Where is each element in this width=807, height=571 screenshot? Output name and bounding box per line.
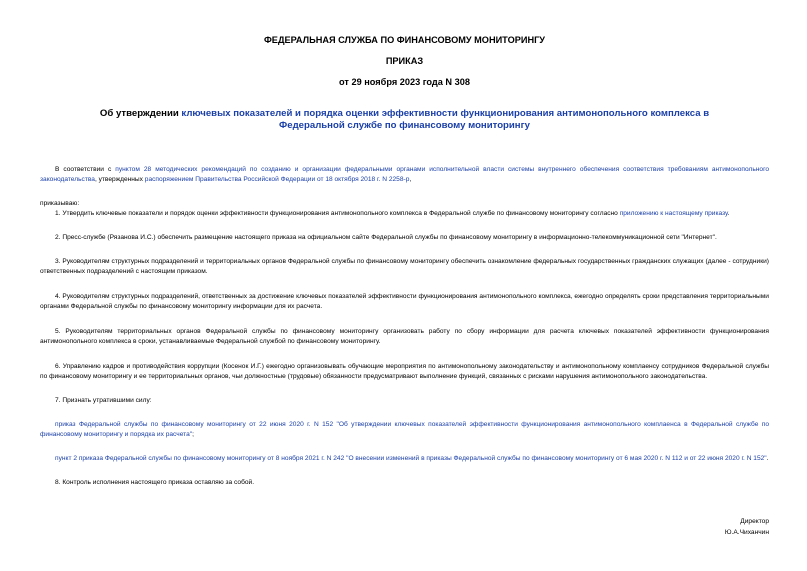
- title-prefix: Об утверждении: [99, 108, 182, 119]
- preamble: [40, 165, 769, 185]
- item-6: 6. Управлению кадров и противодействия коррупции (Косенок И.Г.) ежегодно организовывать обучающие мероприятия по антимонопольному законодательству и антимонопольному комплаенсу сотрудников Федеральной службы по финансовому мониторингу и ее территориальных органов, чьи должностные (трудовые) обязанности предусматривают выполнение функций, связанных с рисками нарушения антимонопольного законодательства.: [40, 363, 769, 380]
- preamble-text-1: В соответствии с: [55, 166, 116, 173]
- preamble-link-government-order[interactable]: распоряжением Правительства Российской Федерации от 18 октября 2018 г. N 2258-р: [144, 176, 410, 183]
- item-5: 5. Руководителям территориальных органов Федеральной службы по финансовому мониторингу организовать работу по сбору информации для расчета ключевых показателей эффективности функционирования антимонопольного комплекса в сроки, устанавливаемые Федеральной службой по финансовому мониторингу.: [40, 328, 769, 345]
- item-7-sub-b: [40, 454, 769, 464]
- item-3: 3. Руководителям структурных подразделений и территориальных органов Федеральной службы по финансовому мониторингу обеспечить ознакомление федеральных государственных гражданских служащих (далее - сотрудники) ответственных подразделений с настоящим приказом.: [40, 258, 769, 275]
- item-2: 2. Пресс-службе (Рязанова И.С.) обеспечить размещение настоящего приказа на официальном сайте Федеральной службы по финансовому мониторингу в информационно-телекоммуникационной сети "Интернет".: [55, 234, 717, 241]
- item-1: [40, 209, 769, 219]
- item-7b-link[interactable]: пункт 2 приказа Федеральной службы по финансовому мониторингу от 8 ноября 2021 г. N 242 "О внесении изменений в приказы Федеральной службы по финансовому мониторингу от 6 мая 2020 г. N 112 и от 22 июня 2020 г. N 152": [55, 455, 767, 462]
- preamble-text-3: ,: [409, 176, 412, 183]
- item-8: 8. Контроль исполнения настоящего приказа оставляю за собой.: [55, 479, 255, 486]
- item-1-text: 1. Утвердить ключевые показатели и порядок оценки эффективности функционирования антимонопольного комплекса в Федеральной службе по финансовому мониторингу согласно: [55, 210, 620, 217]
- item-7-sub-a: [40, 420, 769, 440]
- document-type: ПРИКАЗ: [385, 56, 424, 66]
- item-7b-end: .: [766, 455, 769, 462]
- item-7a-link[interactable]: приказ Федеральной службы по финансовому мониторингу от 22 июня 2020 г. N 152 "Об утверждении ключевых показателей эффективности функционирования антимонопольного комплаенса в Федеральной службе по финансовому мониторингу и порядка их расчета": [40, 421, 769, 438]
- title-link[interactable]: ключевых показателей и порядка оценки эффективности функционирования антимонопольного комплекса в Федеральной службе по финансовому мониторингу: [181, 108, 710, 131]
- item-1-appendix-link[interactable]: приложению к настоящему приказу: [619, 210, 728, 217]
- document-title: [68, 108, 741, 132]
- signature-block: [725, 516, 769, 538]
- item-7a-end: ;: [192, 431, 194, 438]
- order-word: приказываю:: [40, 200, 80, 207]
- preamble-text-2: , утвержденных: [94, 176, 145, 183]
- item-4: 4. Руководителям структурных подразделений, ответственных за достижение ключевых показателей эффективности функционирования антимонопольного комплекса, ежегодно определять сроки представления территориальными органами Федеральной службы по финансовому мониторингу информации для их расчета.: [40, 293, 769, 310]
- document-date: от 29 ноября 2023 года N 308: [339, 77, 470, 87]
- document-body: [40, 165, 769, 488]
- item-7: 7. Признать утратившими силу:: [55, 397, 152, 404]
- signatory-position: Директор: [740, 518, 769, 525]
- signatory-name: Ю.А.Чиханчин: [724, 529, 769, 536]
- item-1-end: .: [727, 210, 730, 217]
- preamble-link-recommendations[interactable]: пунктом 28 методических рекомендаций по созданию и организации федеральными органами исполнительной власти системы внутреннего обеспечения соответствия требованиям антимонопольного законодательства: [40, 166, 770, 183]
- document-page: [40, 34, 769, 488]
- agency-name: ФЕДЕРАЛЬНАЯ СЛУЖБА ПО ФИНАНСОВОМУ МОНИТОРИНГУ: [263, 35, 546, 45]
